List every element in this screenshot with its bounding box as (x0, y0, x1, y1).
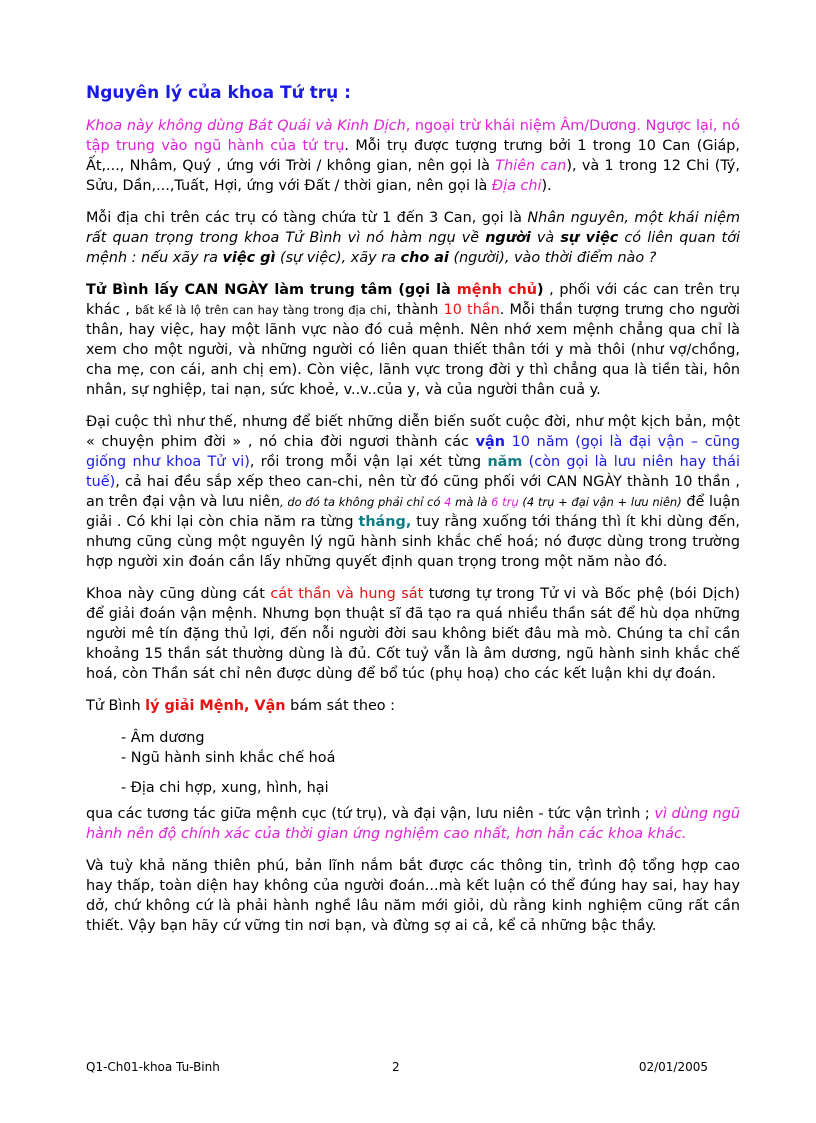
p4-m: để luận giải . Có khi lại còn chia năm ra từng (86, 494, 741, 530)
p5-b: cát thần và hung sát (270, 586, 424, 602)
p3-f: , thành (386, 302, 444, 318)
paragraph-4 (86, 412, 740, 572)
paragraph-8: Và tuỳ khả năng thiên phú, bản lĩnh nắm bắt được các thông tin, trình độ tổng hợp cao hay thấp, toàn diện hay không của người đoán...mà kết luận có thể đúng hay sai, hay hay dở, chứ không cứ là phải hành nghề lâu năm mới giỏi, dù rằng kinh nghiệm cũng rất cần thiết. Vậy bạn hãy cứ vững tin nơi bạn, và đừng sợ ai cả, kể cả những bậc thầy. (86, 858, 740, 934)
p1-f: Địa chi (491, 178, 542, 194)
p2-c: người (485, 230, 531, 246)
p2-j: (người), vào thời điểm nào ? (448, 250, 657, 266)
p4-c: 10 năm (gọi là đại vận – cũng giống như khoa Tử vi) (86, 434, 740, 470)
p4-h: , do đó ta không phải chỉ có (280, 495, 445, 509)
footer-doc-name: Q1-Ch01-khoa Tu-Binh (86, 1060, 220, 1074)
p4-e: năm (487, 454, 523, 470)
p7-a: qua các tương tác giữa mệnh cục (tứ trụ), và đại vận, lưu niên - tức vận trình ; (86, 806, 655, 822)
p1-e: ), và 1 trong 12 Chi (Tý, Sửu, Dần,...,Tuất, Hợi, ứng với Đất / thời gian, nên gọi là (86, 158, 740, 194)
p4-j: mà là (451, 495, 492, 509)
p4-f: (còn gọi là lưu niên hay thái tuế) (86, 454, 740, 490)
paragraph-3 (86, 280, 740, 400)
p2-a: Mỗi địa chi trên các trụ có tàng chứa từ 1 đến 3 Can, gọi là (86, 210, 528, 226)
p4-d: , rồi trong mỗi vận lại xét từng (249, 454, 488, 470)
p6-c: bám sát theo : (285, 698, 396, 714)
p2-h: (sự việc), xãy ra (275, 250, 401, 266)
p1-a: Khoa này không dùng Bát Quái và Kinh Dịch (86, 118, 406, 134)
p5-a: Khoa này cũng dùng cát (86, 586, 271, 602)
p3-h: . Mỗi thần tượng trưng cho người thân, hay việc, hay một lãnh vực nào đó cuả mệnh. Nên nhớ xem mệnh chẳng qua chỉ là xem cho một người, và những người có liên quan thiết thân tới y mà thôi (như vợ/chồng, cha mẹ, con cái, anh chị em). Còn việc, lãnh vực trong đời y thì chẳng qua là tiền tài, hôn nhân, sự nghiệp, tai nạn, sức khoẻ, v..v..của y, và của người thân cuả y. (86, 302, 741, 398)
p2-e: sự việc (560, 230, 619, 246)
p4-a: Đại cuộc thì như thế, nhưng để biết những diễn biến suốt cuộc đời, như một kịch bản, một « chuyện phim đời » , nó chia đời ngươi thành các (86, 414, 740, 450)
footer-page-number: 2 (392, 1060, 400, 1074)
p4-o: tuy rằng xuống tới tháng thì ít khi dùng đến, nhưng cũng cùng một nguyên lý ngũ hành sinh khắc chế hoá; nó được dùng trong trường hợp người xin đoán cần lấy những quyết định quan trọng trong một năm nào đó. (86, 514, 740, 570)
p1-b: , ngoại trừ khái niệm Âm/Dương. Ngược lại, nó tập trung vào ngũ hành của tứ trụ (86, 118, 740, 154)
p4-b: vận (475, 434, 505, 450)
p3-g: 10 thần (443, 302, 500, 318)
p4-k: 6 trụ (491, 495, 519, 509)
p2-d: và (530, 230, 561, 246)
p3-c: ) (537, 282, 544, 298)
list-item: - Địa chi hợp, xung, hình, hại (121, 780, 329, 796)
p3-b: mệnh chủ (456, 282, 538, 298)
p1-g: ). (541, 178, 552, 194)
footer-date: 02/01/2005 (638, 1060, 708, 1074)
p4-n: tháng, (358, 514, 412, 530)
paragraph-1 (86, 116, 740, 196)
p5-c: tương tự trong Tử vi và Bốc phệ (bói Dịch) để giải đoán vận mệnh. Nhưng bọn thuật sĩ đã tạo ra quá nhiều thần sát để hù dọa những người mê tín đặng thủ lợi, đến nỗi người đời sau không biết đâu mà mò. Chúng ta chỉ cần khoảng 15 thần sát thường dùng là đủ. Cốt tuỷ vẫn là âm dương, ngũ hành sinh khắc chế hoá, còn Thần sát chỉ nên được dùng để bổ túc (phụ hoạ) cho các kết luận khi dự đoán. (86, 586, 740, 682)
list-item: - Âm dương (121, 730, 205, 746)
p2-b: Nhân nguyên, một khái niệm rất quan trọng trong khoa Tử Bình vì nó hàm ngụ về (86, 210, 740, 246)
document-body (86, 82, 740, 948)
p4-g: , cả hai đều sắp xếp theo can-chi, nên từ đó cũng phối với CAN NGÀY thành 10 thần , an trên đại vận và lưu niên (86, 474, 740, 510)
principles-list (86, 728, 740, 798)
p7-b: vì dùng ngũ hành nên độ chính xác của thời gian ứng nghiệm cao nhất, hơn hẳn các khoa khác. (86, 806, 740, 842)
p2-i: cho ai (400, 250, 449, 266)
p6-b: lý giải Mệnh, Vận (145, 698, 286, 714)
p4-i: 4 (444, 495, 452, 509)
list-item: - Ngũ hành sinh khắc chế hoá (121, 750, 336, 766)
paragraph-5 (86, 584, 740, 684)
p1-d: Thiên can (495, 158, 567, 174)
section-title: Nguyên lý của khoa Tứ trụ : (86, 83, 351, 103)
p2-f: có liên quan tới mệnh : nếu xãy ra (86, 230, 740, 266)
paragraph-2 (86, 208, 740, 268)
p4-l: (4 trụ + đại vận + lưu niên) (518, 495, 682, 509)
p3-a: Tử Bình lấy CAN NGÀY làm trung tâm (gọi là (86, 282, 457, 298)
p3-d: , phối với các can trên trụ khác , (86, 282, 740, 318)
p6-a: Tử Bình (86, 698, 146, 714)
p2-g: việc gì (222, 250, 276, 266)
paragraph-7 (86, 804, 740, 844)
paragraph-6 (86, 696, 740, 716)
p1-c: . Mỗi trụ được tượng trưng bởi 1 trong 10 Can (Giáp, Ất,..., Nhâm, Quý , ứng với Trời / không gian, nên gọi là (86, 138, 740, 174)
p3-e: bất kể là lộ trên can hay tàng trong địa chi (135, 303, 387, 317)
